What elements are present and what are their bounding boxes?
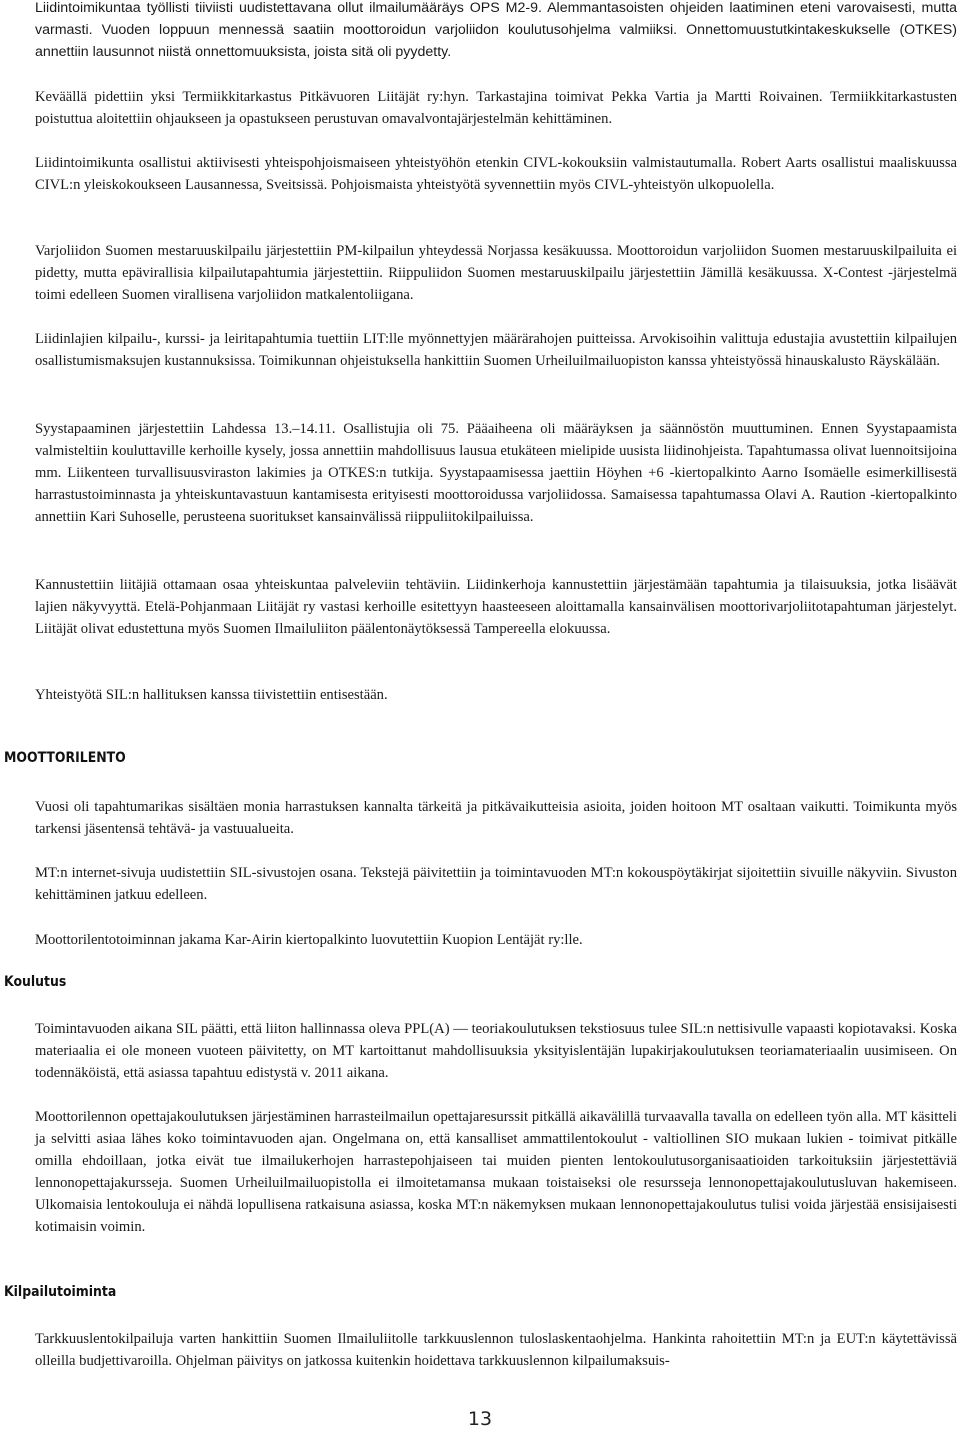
paragraph-sm-kilpailut: Varjoliidon Suomen mestaruuskilpailu järjestettiin PM-kilpailun yhteydessä Norjassa kesäkuussa. Moottoroidun varjoliidon Suomen mestaruuskilpailuita ei pidetty, mutta epävirallisia kilpailutapahtumia järjestettiin. Riippuliidon Suomen mestaruuskilpailu järjestettiin Jämillä kesäkuussa. X-Contest -järjestelmä toimi edelleen Suomen virallisena varjoliidon matkalentoliigana. (35, 243, 957, 303)
paragraph-civl-cooperation: Liidintoimikunta osallistui aktiivisesti yhteispohjoismaiseen yhteistyöhön etenkin CIVL-kokouksiin valmistautumalla. Robert Aarts osallistui maaliskuussa CIVL:n yleiskokoukseen Lausannessa, Sveitsissä. Pohjoismaista yhteistyötä syvennettiin myös CIVL-yhteistyön ulkopuolella. (35, 155, 957, 193)
section-heading-kilpailutoiminta: Kilpailutoiminta (4, 1284, 117, 1300)
paragraph-mt-vuosi: Vuosi oli tapahtumarikas sisältäen monia harrastuksen kannalta tärkeitä ja pitkävaikutteisia asioita, joiden hoitoon MT osaltaan vaikutti. Toimikunta myös tarkensi jäsentensä tehtävä- ja vastuualueita. (35, 799, 957, 837)
paragraph-tarkkuuslento: Tarkkuuslentokilpailuja varten hankittiin Suomen Ilmailuliitolle tarkkuuslennon tuloslaskentaohjelma. Hankinta rahoitettiin MT:n ja EUT:n käytettävissä olleilla budjettivaroilla. Ohjelman päivitys on jatkossa kuitenkin hoidettava tarkkuuslennon kilpailumaksuis- (35, 1331, 957, 1369)
section-heading-koulutus: Koulutus (4, 974, 67, 990)
paragraph-ops-m2-9: Liidintoimikuntaa työllisti tiiviisti uudistettavana ollut ilmailumääräys OPS M2-9. Alemmantasoisten ohjeiden laatiminen eteni varovaisesti, mutta varmasti. Vuoden loppuun mennessä saatiin moottoroidun varjoliidon koulutusohjelma valmiiksi. Onnettomuustutkintakeskukselle (OTKES) annettiin lausunnot niistä onnettomuuksista, joista sitä oli pyydetty. (35, 0, 957, 60)
paragraph-yhteiskunta: Kannustettiin liitäjiä ottamaan osaa yhteiskuntaa palveleviin tehtäviin. Liidinkerhoja kannustettiin järjestämään tapahtumia ja tilaisuuksia, jotka lisäävät lajien näkyvyyttä. Etelä-Pohjanmaan Liitäjät ry vastasi kerhoille esitettyyn haasteeseen aloittamalla kansainvälisen moottorivarjoliitotapahtuman järjestelyt. Liitäjät olivat edustettuna myös Suomen Ilmailuliiton päälentonäytöksessä Tampereella elokuussa. (35, 577, 957, 637)
paragraph-mt-internet: MT:n internet-sivuja uudistettiin SIL-sivustojen osana. Tekstejä päivitettiin ja toimintavuoden MT:n kokouspöytäkirjat sijoitettiin sivuille näkyviin. Sivuston kehittäminen jatkuu edelleen. (35, 865, 957, 903)
paragraph-sil-hallitus: Yhteistyötä SIL:n hallituksen kanssa tiivistettiin entisestään. (35, 687, 388, 703)
paragraph-tapahtumien-tuki: Liidinlajien kilpailu-, kurssi- ja leiritapahtumia tuettiin LIT:lle myönnettyjen määrärahojen puitteissa. Arvokisoihin valittuja edustajia avustettiin kilpailujen osallistumismaksujen kustannuksissa. Toimikunnan ohjeistuksella hankittiin Suomen Urheiluilmailuopiston kanssa yhteistyössä hinauskalusto Räyskälään. (35, 331, 957, 369)
page-number: 13 (467, 1408, 493, 1430)
paragraph-opettajakoulutus: Moottorilennon opettajakoulutuksen järjestäminen harrasteilmailun opettajaresurssit pitkällä aikavälillä turvaavalla tavalla on edelleen työn alla. MT käsitteli ja selvitti asiaa lähes koko toimintavuoden ajan. Ongelmana on, että kansalliset ammattilentokoulut - valtiollinen SIO mukaan lukien - toimivat pitkälle omilla ehdoillaan, jotka eivät tue ilmailukerhojen harrastepohjaiseen tai muiden pienten lentokoulutusorganisaatioiden tarkoituksiin järjestettäviä lennonopettajakursseja. Suomen Urheiluilmailuopistolla ei ilmoitetamansa mukaan toistaiseksi ole resursseja lennonopettajakoulutusluvan hakemiseen. Ulkomaisia lentokouluja ei nähdä lopullisena ratkaisuna asiassa, koska MT:n näkemyksen mukaan lennonopettajakoulutus tulisi voida järjestää ensisijaisesti kotimaisin voimin. (35, 1109, 957, 1235)
paragraph-termiikkitarkastus: Keväällä pidettiin yksi Termiikkitarkastus Pitkävuoren Liitäjät ry:hyn. Tarkastajina toimivat Pekka Vartia ja Martti Roivainen. Termiikkitarkastusten poistuttua aloitettiin ohjaukseen ja opastukseen perustuvan omavalvontajärjestelmän kehittäminen. (35, 89, 957, 127)
section-heading-moottorilento: MOOTTORILENTO (4, 750, 126, 766)
paragraph-ppl-teoria: Toimintavuoden aikana SIL päätti, että liiton hallinnassa oleva PPL(A) — teoriakoulutuksen tekstiosuus tulee SIL:n nettisivulle vapaasti kopiotavaksi. Koska materiaalia ei ole moneen vuoteen päivitetty, on MT kartoittanut mahdollisuuksia yksityislentäjän lupakirjakoulutuksen teoriamateriaalin uusimiseen. On todennäköistä, että asiassa tapahtuu edistystä v. 2011 aikana. (35, 1021, 957, 1081)
paragraph-syystapaaminen: Syystapaaminen järjestettiin Lahdessa 13.–14.11. Osallistujia oli 75. Pääaiheena oli määräyksen ja säännöstön muuttuminen. Ennen Syystapaamista valmisteltiin kouluttaville kerhoille kysely, jossa annettiin mahdollisuus lausua etukäteen mielipide uusista liidinohjeista. Tapahtumassa olivat luennoitsijoina mm. Liikenteen turvallisuusviraston lakimies ja OTKES:n tutkija. Syystapaamisessa jaettiin Höyhen +6 -kiertopalkinto Aarno Isomäelle esimerkillisestä harrastustoiminnasta ja yhteiskuntavastuun kantamisesta erityisesti moottoroidussa varjoliidossa. Samaisessa tapahtumassa Olavi A. Raution -kiertopalkinto annettiin Kari Suhoselle, perusteena suoritukset kansainvälissä riippuliitokilpailuissa. (35, 421, 957, 525)
paragraph-kar-air-palkinto: Moottorilentotoiminnan jakama Kar-Airin kiertopalkinto luovutettiin Kuopion Lentäjät ry:lle. (35, 932, 583, 948)
